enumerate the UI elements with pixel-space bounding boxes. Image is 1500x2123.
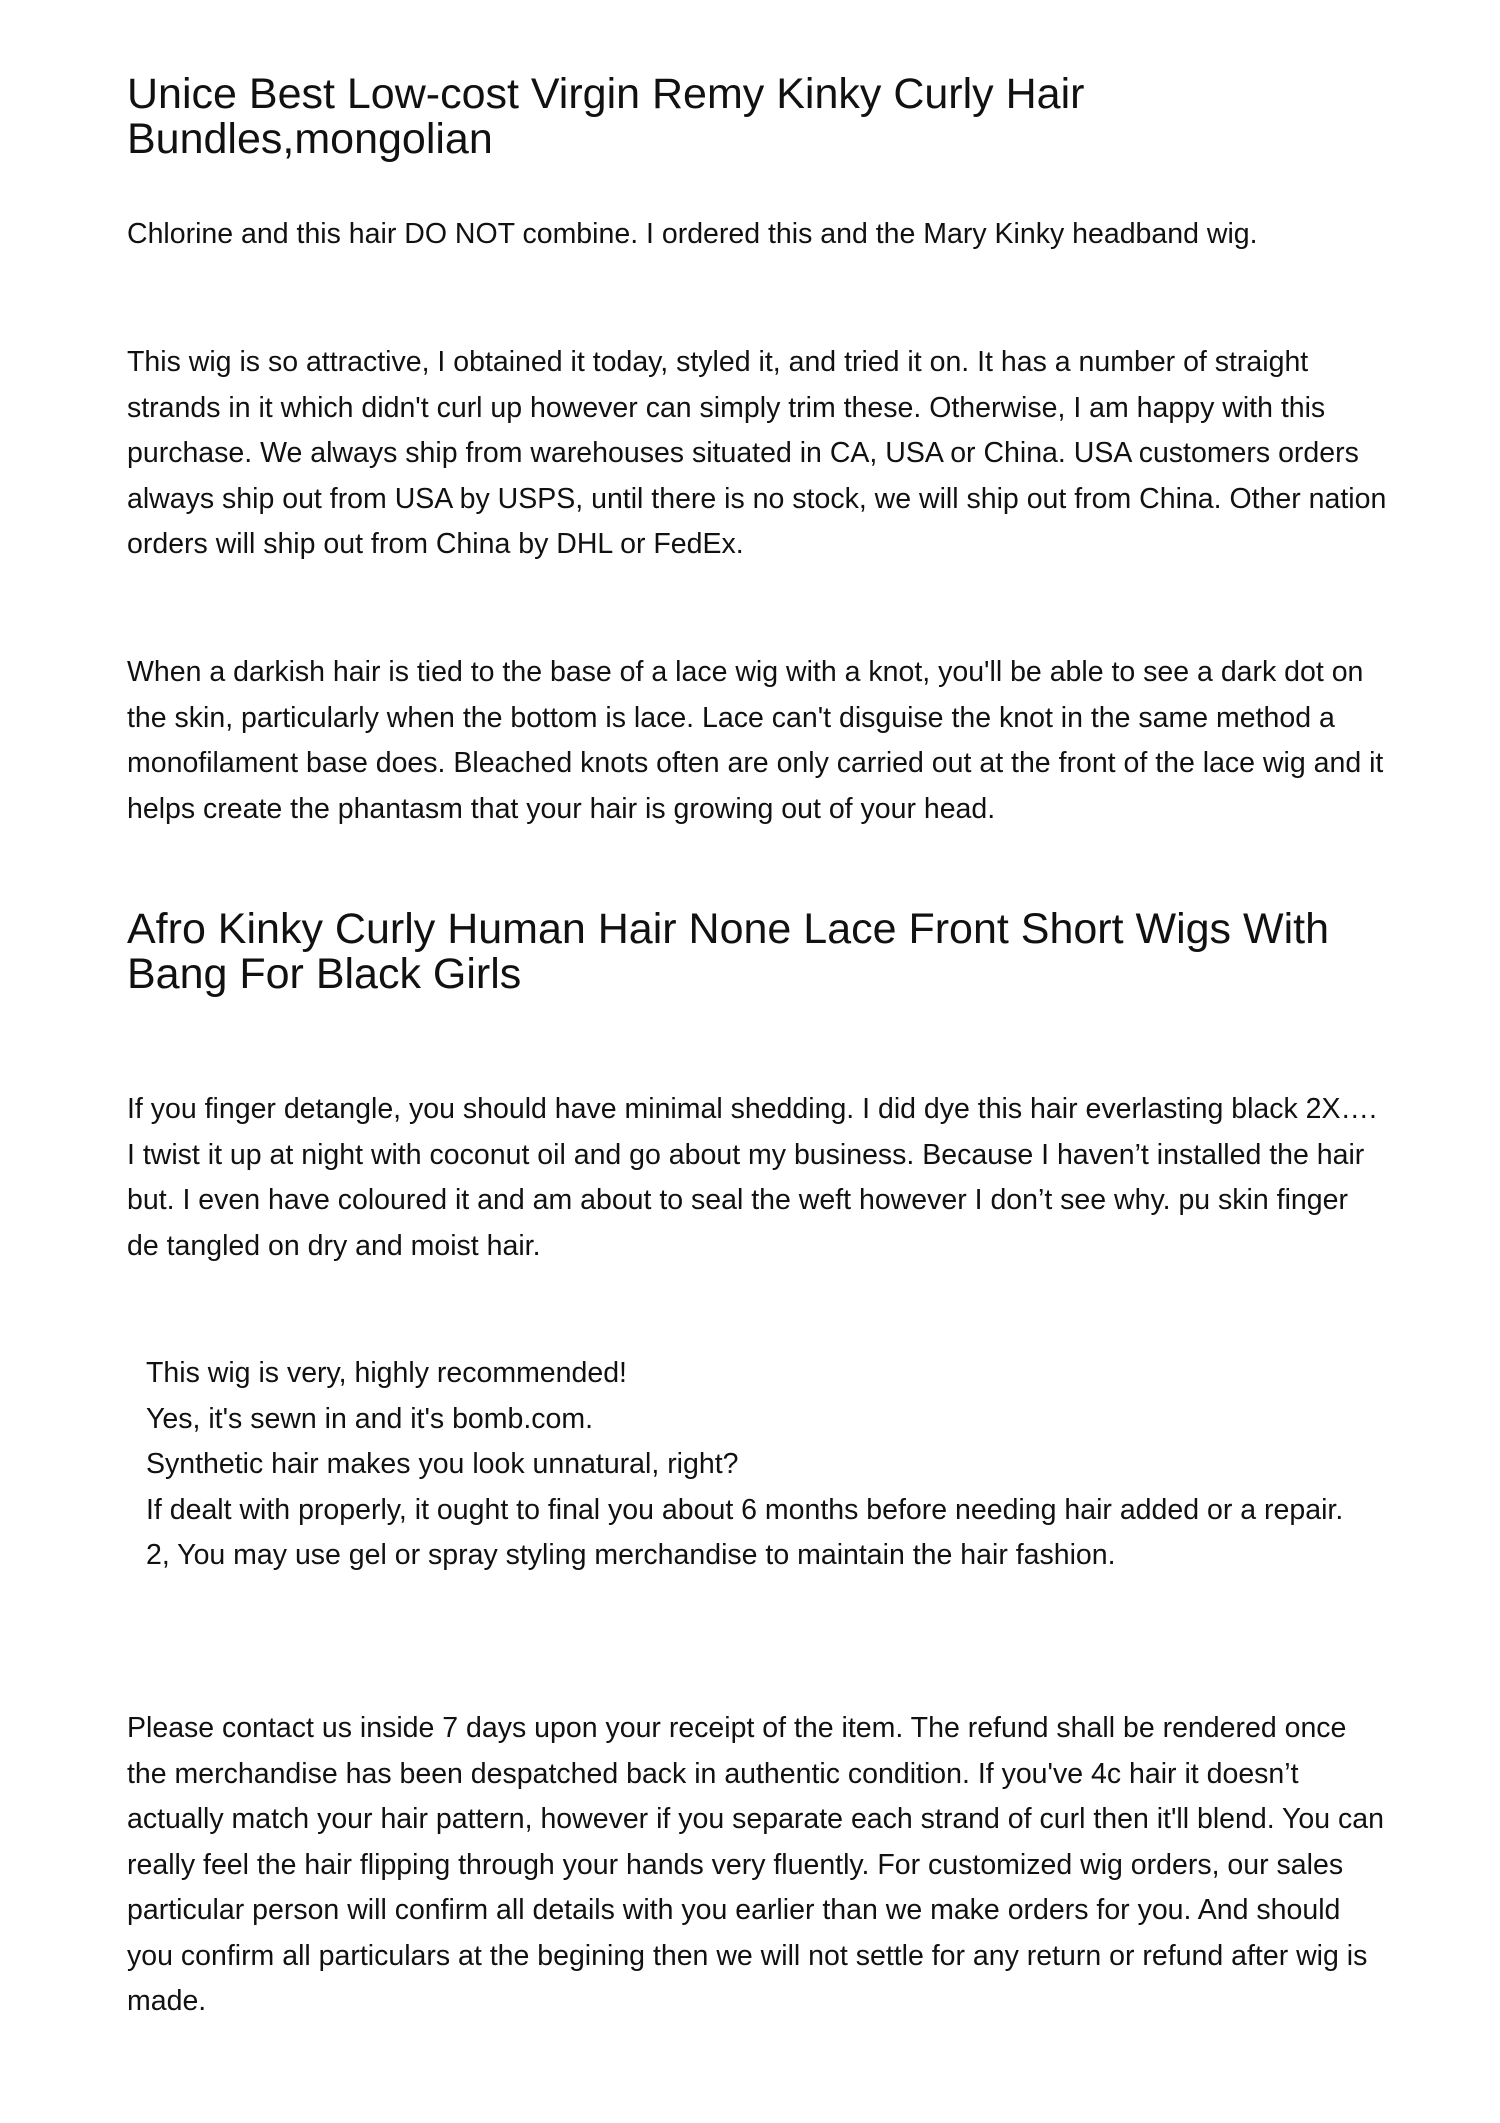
heading-primary: Unice Best Low-cost Virgin Remy Kinky Curly Hair Bundles,mongolian	[127, 70, 1085, 163]
paragraph-chlorine: Chlorine and this hair DO NOT combine. I ordered this and the Mary Kinky headband wig.	[127, 218, 1258, 250]
paragraph-detangle: If you finger detangle, you should have minimal shedding. I did dye this hair everlasting black 2X…. I twist it up at night with coconut oil and go about my business. Because I haven’t installed the hair but. I even have coloured it and am about to seal the weft however I don’t see why. pu skin finger de tangled on dry and moist hair.	[127, 1093, 1377, 1262]
paragraph-lace-knots: When a darkish hair is tied to the base of a lace wig with a knot, you'll be able to see a dark dot on the skin, particularly when the bottom is lace. Lace can't disguise the knot in the same method a monofilament base does. Bleached knots often are only carried out at the front of the lace wig and it helps create the phantasm that your hair is growing out of your head.	[127, 656, 1384, 825]
recommendation-list	[146, 1351, 1376, 1579]
paragraph-refund-policy: Please contact us inside 7 days upon your receipt of the item. The refund shall be rendered once the merchandise has been despatched back in authentic condition. If you've 4c hair it doesn’t actually match your hair pattern, however if you separate each strand of curl then it'll blend. You can really feel the hair flipping through your hands very fluently. For customized wig orders, our sales particular person will confirm all details with you earlier than we make orders for you. And should you confirm all particulars at the begining then we will not settle for any return or refund after wig is made.	[127, 1712, 1385, 2017]
list-item: 2, You may use gel or spray styling merchandise to maintain the hair fashion.	[146, 1539, 1116, 1571]
list-item: Synthetic hair makes you look unnatural, right?	[146, 1448, 739, 1480]
paragraph-wig-review: This wig is so attractive, I obtained it today, styled it, and tried it on. It has a number of straight strands in it which didn't curl up however can simply trim these. Otherwise, I am happy with this purchase. We always ship from warehouses situated in CA, USA or China. USA customers orders always ship out from USA by USPS, until there is no stock, we will ship out from China. Other nation orders will ship out from China by DHL or FedEx.	[127, 346, 1387, 560]
list-item: This wig is very, highly recommended!	[146, 1357, 627, 1389]
list-item: If dealt with properly, it ought to final you about 6 months before needing hair added or a repair.	[146, 1493, 1344, 1526]
list-item: Yes, it's sewn in and it's bomb.com.	[146, 1402, 594, 1435]
heading-secondary: Afro Kinky Curly Human Hair None Lace Front Short Wigs With Bang For Black Girls	[127, 905, 1330, 998]
